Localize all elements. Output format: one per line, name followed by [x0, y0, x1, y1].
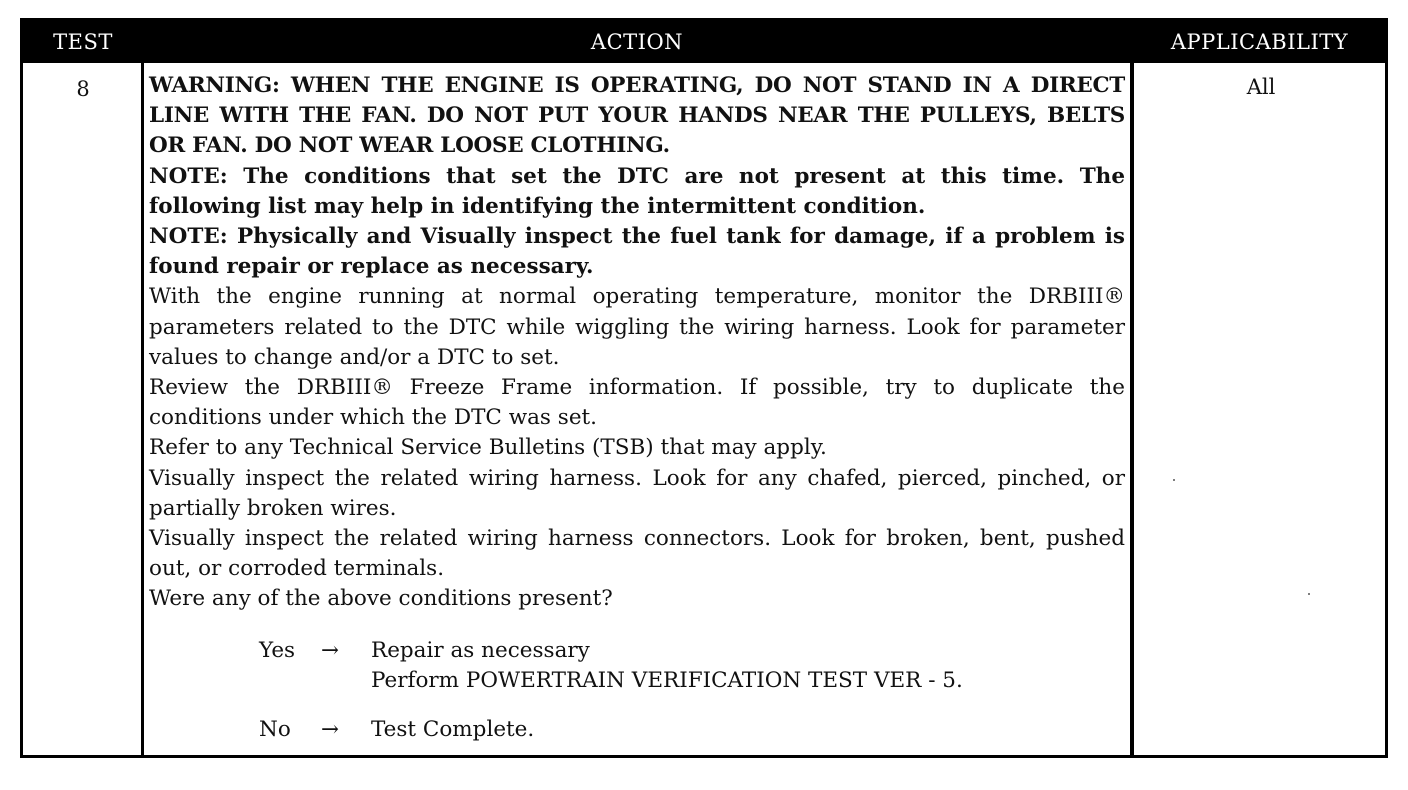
warning-text: WARNING: WHEN THE ENGINE IS OPERATING, DO NOT STAND IN A DIRECT LINE WITH THE FAN. DO NOT PUT YOUR HANDS NEAR THE PULLEYS, BELTS OR FAN. DO NOT WEAR LOOSE CLOTHING. — [149, 73, 1125, 159]
note-text: NOTE: The conditions that set the DTC are not present at this time. The following list may help in identifying the intermittent condition. — [149, 163, 1125, 219]
column-divider — [1130, 63, 1134, 755]
step-text: Visually inspect the related wiring harness. Look for any chafed, pierced, pinched, or partially broken wires. — [149, 465, 1125, 521]
scan-dot — [1308, 593, 1310, 595]
arrow-right-icon: → — [321, 638, 340, 663]
header-applicability: APPLICABILITY — [1170, 30, 1349, 54]
yes-label: Yes — [259, 638, 296, 663]
action-text — [149, 71, 1125, 615]
scan-dot — [1173, 479, 1175, 481]
test-number: 8 — [76, 77, 90, 101]
header-action: ACTION — [590, 30, 684, 54]
step-text: With the engine running at normal operating temperature, monitor the DRBIII® parameters related to the DTC while wiggling the wiring harness. Look for parameter values to change and/or a DTC to set. — [149, 284, 1125, 370]
no-result: Test Complete. — [371, 717, 535, 742]
step-text: Visually inspect the related wiring harness connectors. Look for broken, bent, pushed out, or corroded terminals. — [149, 526, 1125, 582]
column-divider — [141, 63, 144, 755]
step-text: Review the DRBIII® Freeze Frame information. If possible, try to duplicate the conditions under which the DTC was set. — [149, 375, 1125, 431]
yes-result: Perform POWERTRAIN VERIFICATION TEST VER - 5. — [371, 668, 963, 693]
question-text: Were any of the above conditions present? — [149, 586, 613, 612]
no-label: No — [259, 717, 291, 742]
step-text: Refer to any Technical Service Bulletins (TSB) that may apply. — [149, 435, 827, 461]
arrow-right-icon: → — [321, 717, 340, 742]
header-test: TEST — [53, 30, 113, 54]
table-header — [23, 21, 1385, 63]
note-text: NOTE: Physically and Visually inspect the fuel tank for damage, if a problem is found repair or replace as necessary. — [149, 224, 1125, 280]
yes-result: Repair as necessary — [371, 638, 590, 663]
diagnostic-table — [20, 18, 1388, 758]
applicability-value: All — [1246, 75, 1276, 99]
